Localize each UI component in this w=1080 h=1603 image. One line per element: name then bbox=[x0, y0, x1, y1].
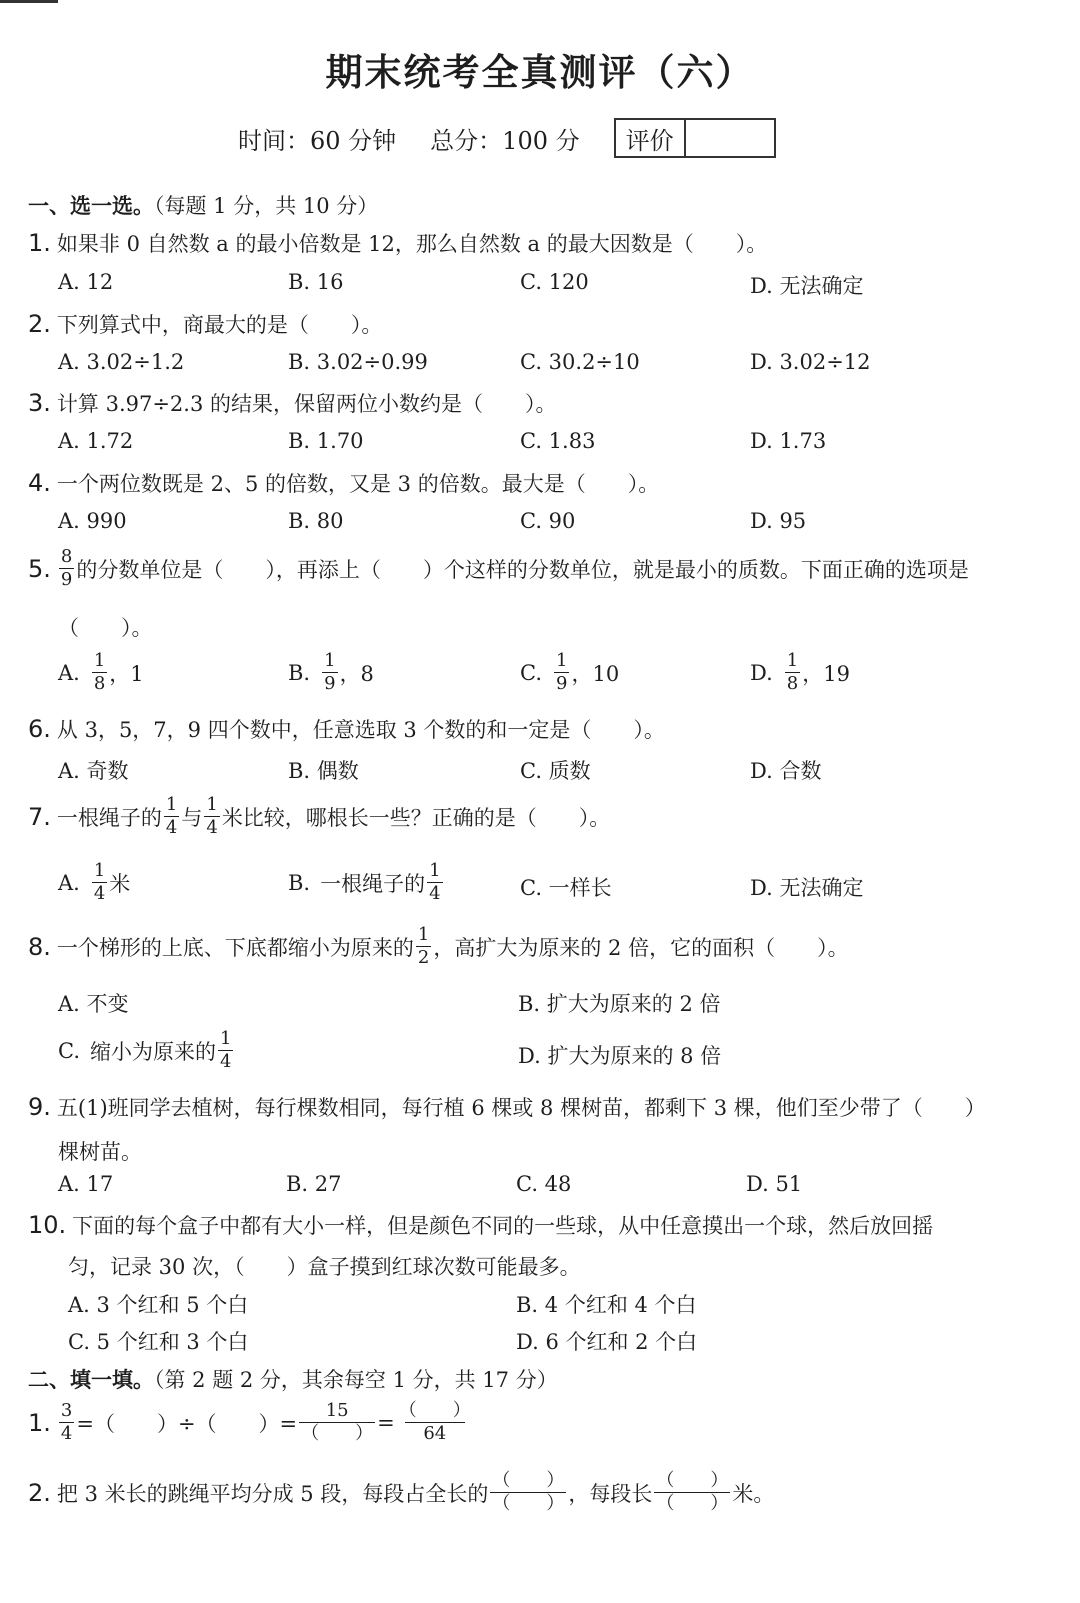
fraction-denominator: 4 bbox=[220, 1051, 232, 1072]
fraction-denominator: 9 bbox=[556, 673, 568, 694]
question-10 bbox=[28, 1210, 933, 1240]
q4-option-a[interactable]: A. 990 bbox=[58, 509, 127, 533]
fraction bbox=[785, 652, 800, 693]
q10-option-d[interactable]: D. 6 个红和 2 个白 bbox=[516, 1330, 698, 1354]
q5-continuation: （ ）。 bbox=[58, 616, 153, 640]
q7-option-b[interactable] bbox=[288, 862, 445, 903]
fraction-numerator: 1 bbox=[206, 794, 218, 815]
fraction-denominator-blank[interactable]: （ ） bbox=[656, 1493, 729, 1514]
option-label: B. bbox=[288, 870, 311, 895]
q6-option-a[interactable]: A. 奇数 bbox=[58, 759, 129, 783]
fraction bbox=[322, 652, 337, 693]
question-text: 与 bbox=[181, 805, 203, 830]
q5-option-a[interactable] bbox=[58, 652, 144, 693]
fraction-denominator: 4 bbox=[429, 883, 441, 904]
q3-option-b[interactable]: B. 1.70 bbox=[288, 429, 364, 453]
fraction-numerator: 1 bbox=[429, 860, 441, 881]
question-9 bbox=[28, 1092, 986, 1122]
option-text: ，10 bbox=[571, 661, 620, 686]
q4-option-b[interactable]: B. 80 bbox=[288, 509, 344, 533]
q2-option-a[interactable]: A. 3.02÷1.2 bbox=[58, 350, 185, 374]
section-1-heading bbox=[28, 190, 378, 220]
q6-option-c[interactable]: C. 质数 bbox=[520, 759, 591, 783]
fraction bbox=[164, 796, 179, 837]
fraction bbox=[59, 548, 74, 589]
fraction bbox=[59, 1402, 74, 1443]
question-number: 5. bbox=[28, 554, 51, 583]
fraction-denominator-blank[interactable]: （ ） bbox=[301, 1423, 374, 1444]
question-text: 从 3，5，7，9 四个数中，任意选取 3 个数的和一定是（ ）。 bbox=[56, 718, 665, 742]
question-number: 7. bbox=[28, 802, 51, 831]
fraction-denominator: 4 bbox=[60, 1423, 73, 1444]
option-text: ，1 bbox=[109, 661, 144, 686]
question-number: 6. bbox=[28, 715, 51, 743]
fraction-numerator: 1 bbox=[93, 650, 106, 671]
question-text: 一根绳子的 bbox=[56, 805, 162, 830]
fraction-numerator: 1 bbox=[165, 794, 178, 815]
fraction[interactable] bbox=[490, 1472, 566, 1513]
q9-option-c[interactable]: C. 48 bbox=[516, 1172, 572, 1196]
q1-option-a[interactable]: A. 12 bbox=[58, 270, 114, 294]
fraction bbox=[92, 652, 107, 693]
question-8 bbox=[28, 926, 849, 967]
question-text: 如果非 0 自然数 a 的最小倍数是 12，那么自然数 a 的最大因数是（ ）。 bbox=[56, 232, 768, 256]
question-6 bbox=[28, 714, 665, 744]
option-text: 米 bbox=[109, 871, 131, 896]
q8-option-d[interactable]: D. 扩大为原来的 8 倍 bbox=[518, 1044, 722, 1068]
q6-option-b[interactable]: B. 偶数 bbox=[288, 759, 359, 783]
q1-option-c[interactable]: C. 120 bbox=[520, 270, 589, 294]
evaluation-box bbox=[614, 118, 776, 158]
question-text: 米。 bbox=[732, 1481, 775, 1506]
fraction-numerator: 15 bbox=[325, 1400, 349, 1421]
question-5 bbox=[28, 548, 969, 589]
question-number: 8. bbox=[28, 932, 51, 961]
fraction-denominator: 9 bbox=[60, 569, 73, 590]
fraction-numerator: 1 bbox=[93, 860, 106, 881]
option-text: 缩小为原来的 bbox=[90, 1039, 216, 1064]
q10-continuation: 匀，记录 30 次，（ ）盒子摸到红球次数可能最多。 bbox=[68, 1255, 581, 1279]
q2-option-b[interactable]: B. 3.02÷0.99 bbox=[288, 350, 428, 374]
evaluation-blank[interactable] bbox=[686, 120, 774, 156]
fraction-numerator-blank[interactable]: （ ） bbox=[656, 1470, 729, 1491]
fraction bbox=[204, 796, 219, 837]
question-number: 1. bbox=[28, 229, 51, 257]
question-4 bbox=[28, 468, 659, 498]
fraction-numerator: 1 bbox=[786, 650, 799, 671]
fraction-denominator: 64 bbox=[405, 1422, 465, 1443]
question-text: 的分数单位是（ ），再添上（ ）个这样的分数单位，就是最小的质数。下面正确的选项是 bbox=[76, 557, 969, 582]
fraction-denominator: 2 bbox=[417, 947, 430, 968]
option-label: A. bbox=[58, 870, 80, 895]
fraction[interactable] bbox=[654, 1472, 730, 1513]
fraction-numerator-blank[interactable]: （ ） bbox=[492, 1470, 565, 1491]
fraction-numerator: 1 bbox=[556, 650, 568, 671]
q1-option-b[interactable]: B. 16 bbox=[288, 270, 344, 294]
fraction bbox=[92, 862, 107, 903]
option-label: C. bbox=[520, 660, 542, 685]
fraction-numerator: 3 bbox=[60, 1400, 73, 1421]
section-2-heading bbox=[28, 1364, 558, 1394]
time-limit: 时间：60 分钟 bbox=[238, 126, 397, 155]
fraction[interactable] bbox=[299, 1402, 375, 1443]
section-2-note: （第 2 题 2 分，其余每空 1 分，共 17 分） bbox=[154, 1368, 558, 1392]
question-text: ，高扩大为原来的 2 倍，它的面积（ ）。 bbox=[433, 935, 849, 960]
q8-option-c[interactable] bbox=[58, 1030, 235, 1071]
evaluation-label: 评价 bbox=[616, 120, 686, 156]
fraction-denominator: 8 bbox=[93, 673, 106, 694]
fraction-denominator-blank[interactable]: （ ） bbox=[492, 1493, 565, 1514]
option-label: D. bbox=[750, 660, 773, 685]
fraction-numerator: 8 bbox=[60, 546, 73, 567]
question-3 bbox=[28, 388, 557, 418]
q1-option-d[interactable]: D. 无法确定 bbox=[750, 274, 864, 298]
fraction bbox=[427, 862, 442, 903]
q4-option-c[interactable]: C. 90 bbox=[520, 509, 576, 533]
question-number: 2. bbox=[28, 310, 51, 338]
exam-meta bbox=[238, 118, 776, 158]
question-number: 1. bbox=[28, 1408, 51, 1437]
question-text: 一个两位数既是 2、5 的倍数，又是 3 的倍数。最大是（ ）。 bbox=[56, 472, 660, 496]
fraction bbox=[416, 926, 431, 967]
q8-option-b[interactable]: B. 扩大为原来的 2 倍 bbox=[518, 992, 721, 1016]
fraction-numerator: 1 bbox=[324, 650, 336, 671]
total-score: 总分：100 分 bbox=[430, 126, 580, 155]
option-label: A. bbox=[58, 660, 80, 685]
fraction-denominator: 4 bbox=[165, 817, 178, 838]
option-text: 一根绳子的 bbox=[320, 871, 426, 896]
question-text: 下面的每个盒子中都有大小一样，但是颜色不同的一些球，从中任意摸出一个球，然后放回摇 bbox=[72, 1214, 934, 1238]
q2-option-c[interactable]: C. 30.2÷10 bbox=[520, 350, 640, 374]
question-text: 五(1)班同学去植树，每行棵数相同，每行植 6 棵或 8 棵树苗，都剩下 3 棵，他们至少带了（ ） bbox=[56, 1096, 986, 1120]
question-number: 2. bbox=[28, 1478, 51, 1507]
q10-option-b[interactable]: B. 4 个红和 4 个白 bbox=[516, 1293, 697, 1317]
question-text: 把 3 米长的跳绳平均分成 5 段，每段占全长的 bbox=[56, 1481, 489, 1506]
question-text: 米比较，哪根长一些？正确的是（ ）。 bbox=[221, 805, 611, 830]
section-2-title: 二、填一填。 bbox=[28, 1368, 154, 1392]
fill-question-1 bbox=[28, 1402, 475, 1443]
q5-option-b[interactable] bbox=[288, 652, 374, 693]
option-text: ，19 bbox=[802, 661, 850, 686]
fraction-denominator: 8 bbox=[786, 673, 799, 694]
question-text: 下列算式中，商最大的是（ ）。 bbox=[56, 313, 383, 337]
option-label: B. bbox=[288, 660, 311, 685]
option-text: ，8 bbox=[339, 661, 374, 686]
section-1-title: 一、选一选。 bbox=[28, 194, 154, 218]
fraction-numerator: 1 bbox=[417, 924, 430, 945]
fraction[interactable] bbox=[397, 1402, 473, 1443]
q9-option-d[interactable]: D. 51 bbox=[746, 1172, 803, 1196]
question-text: ，每段长 bbox=[568, 1481, 653, 1506]
question-number: 4. bbox=[28, 469, 51, 497]
question-1 bbox=[28, 228, 767, 258]
page-title: 期末统考全真测评（六） bbox=[325, 51, 755, 94]
question-number: 3. bbox=[28, 389, 51, 417]
q6-option-d[interactable]: D. 合数 bbox=[750, 759, 822, 783]
equals-sign: = bbox=[377, 1410, 395, 1435]
q2-option-d[interactable]: D. 3.02÷12 bbox=[750, 350, 871, 374]
question-text: 一个梯形的上底、下底都缩小为原来的 bbox=[56, 935, 414, 960]
q7-option-a[interactable] bbox=[58, 862, 130, 903]
q9-option-a[interactable]: A. 17 bbox=[58, 1172, 114, 1196]
question-text: 计算 3.97÷2.3 的结果，保留两位小数约是（ ）。 bbox=[56, 392, 557, 416]
fill-text[interactable]: =（ ）÷（ ）= bbox=[76, 1411, 298, 1436]
question-2 bbox=[28, 309, 382, 339]
fraction-numerator: 1 bbox=[220, 1028, 232, 1049]
q10-option-c[interactable]: C. 5 个红和 3 个白 bbox=[68, 1330, 249, 1354]
q10-option-a[interactable]: A. 3 个红和 5 个白 bbox=[68, 1293, 249, 1317]
fraction-denominator: 4 bbox=[206, 817, 218, 838]
q9-option-b[interactable]: B. 27 bbox=[286, 1172, 342, 1196]
corner-scan-mark bbox=[0, 0, 58, 3]
q4-option-d[interactable]: D. 95 bbox=[750, 509, 807, 533]
question-7 bbox=[28, 796, 610, 837]
fill-question-2 bbox=[28, 1472, 774, 1513]
q3-option-d[interactable]: D. 1.73 bbox=[750, 429, 827, 453]
q3-option-a[interactable]: A. 1.72 bbox=[58, 429, 134, 453]
q5-option-c[interactable] bbox=[520, 652, 619, 693]
q7-option-c[interactable]: C. 一样长 bbox=[520, 876, 612, 900]
q9-continuation: 棵树苗。 bbox=[58, 1140, 142, 1164]
fraction-denominator: 9 bbox=[324, 673, 336, 694]
q7-option-d[interactable]: D. 无法确定 bbox=[750, 876, 864, 900]
fraction-numerator-blank[interactable]: （ ） bbox=[398, 1400, 471, 1421]
fraction bbox=[554, 652, 569, 693]
question-number: 10. bbox=[28, 1211, 67, 1239]
section-1-note: （每题 1 分，共 10 分） bbox=[154, 194, 379, 218]
fraction bbox=[218, 1030, 233, 1071]
fraction-denominator: 4 bbox=[93, 883, 106, 904]
option-label: C. bbox=[58, 1038, 80, 1063]
q3-option-c[interactable]: C. 1.83 bbox=[520, 429, 596, 453]
q8-option-a[interactable]: A. 不变 bbox=[58, 992, 129, 1016]
q5-option-d[interactable] bbox=[750, 652, 850, 693]
question-number: 9. bbox=[28, 1093, 51, 1121]
